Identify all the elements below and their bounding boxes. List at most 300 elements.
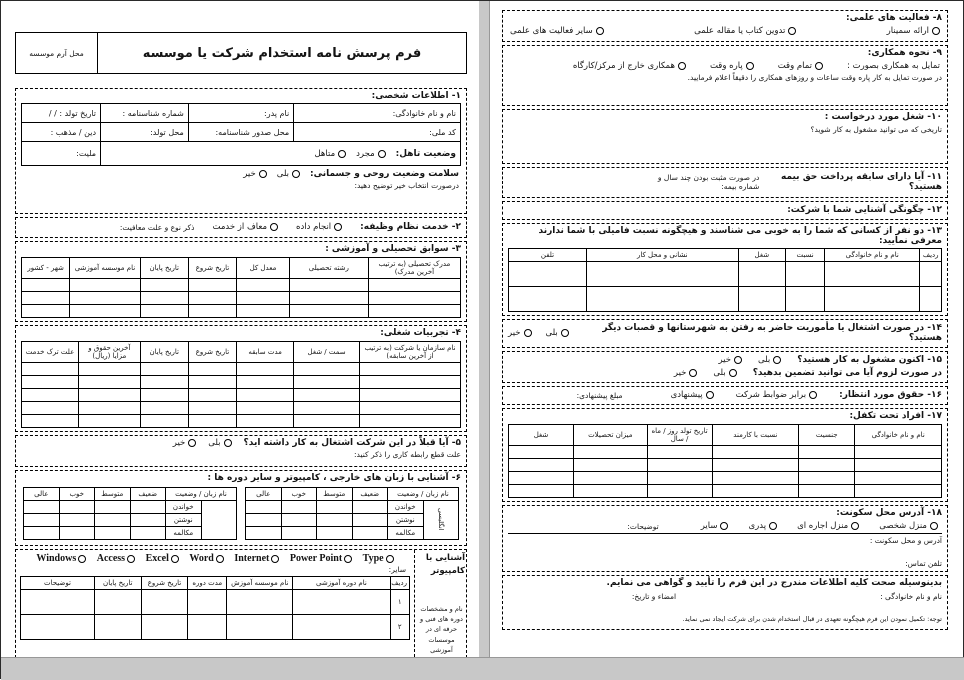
section-title: ۱۲- چگونگی آشنایی شما با شرکت: (787, 205, 942, 215)
residence-notes-label: توضیحات: (627, 521, 659, 531)
option-label: انجام داده (296, 222, 332, 232)
form-header (15, 32, 467, 74)
empty-cell[interactable] (237, 389, 294, 402)
health-no-radio-icon[interactable] (259, 170, 267, 178)
section-title: ۵- آیا قبلاً در این شرکت اشتغال به کار داشته اید؟ (243, 438, 461, 448)
col-header: معدل کل (237, 258, 290, 279)
empty-cell[interactable] (586, 262, 738, 287)
id-issue-place-field[interactable]: محل صدور شناسنامه: (188, 123, 293, 142)
empty-cell[interactable] (509, 459, 574, 472)
empty-cell[interactable] (237, 376, 294, 389)
option-label: Power Point (289, 553, 343, 564)
internet-radio-icon[interactable] (271, 555, 279, 563)
empty-cell[interactable] (130, 527, 166, 540)
empty-cell[interactable] (188, 305, 236, 318)
other-scientific-radio-icon[interactable] (596, 27, 604, 35)
empty-cell[interactable] (22, 363, 79, 376)
option-access (97, 553, 135, 564)
table-row (22, 104, 461, 123)
empty-cell[interactable] (799, 485, 855, 498)
travel-yes-radio-icon[interactable] (561, 329, 569, 337)
guarantee-yes-radio-icon[interactable] (729, 369, 737, 377)
address-label: آدرس و محل سکونت : (508, 533, 942, 545)
option-own-house (879, 521, 938, 531)
section-title: ۱۴- در صورت اشتغال یا مأموریت حاضر به رفتن به شهرستانها و قصبات دیگر هستید؟ (602, 323, 942, 343)
col-header: شغل (738, 249, 786, 262)
own-house-radio-icon[interactable] (930, 522, 938, 530)
form-page-2 (490, 2, 958, 633)
empty-cell[interactable] (140, 402, 188, 415)
empty-cell[interactable] (293, 615, 390, 640)
empty-cell[interactable] (227, 615, 293, 640)
empty-cell[interactable] (79, 363, 140, 376)
table-row (509, 459, 942, 472)
word-radio-icon[interactable] (216, 555, 224, 563)
empty-cell[interactable] (509, 472, 574, 485)
section-insurance (502, 167, 948, 198)
option-no (718, 355, 742, 365)
option-yes (713, 368, 736, 378)
empty-cell[interactable] (352, 527, 388, 540)
empty-cell[interactable] (188, 415, 236, 428)
dependents-table (508, 424, 942, 498)
empty-cell[interactable] (140, 389, 188, 402)
section-company-acquaintance (502, 201, 948, 220)
section-requested-job (502, 109, 948, 164)
travel-no-radio-icon[interactable] (524, 329, 532, 337)
empty-cell[interactable] (24, 527, 60, 540)
proposed-radio-icon[interactable] (706, 391, 714, 399)
option-yes (546, 328, 569, 338)
empty-cell[interactable] (237, 305, 290, 318)
prev-yes-radio-icon[interactable] (224, 439, 232, 447)
section-title: ۸- فعالیت های علمی: (846, 13, 942, 23)
powerpoint-radio-icon[interactable] (344, 555, 352, 563)
marital-status-cell (101, 142, 461, 166)
empty-cell[interactable] (188, 363, 236, 376)
empty-cell[interactable] (24, 501, 60, 514)
access-radio-icon[interactable] (127, 555, 135, 563)
empty-cell[interactable] (509, 485, 574, 498)
option-label: بلی (757, 355, 771, 365)
option-powerpoint (290, 553, 352, 564)
table-row (22, 363, 461, 376)
software-options (20, 551, 410, 565)
empty-cell[interactable] (94, 590, 141, 615)
section-title: ۳- سوابق تحصیلی و آموزشی : (325, 244, 461, 254)
col-header: تلفن (509, 249, 587, 262)
header-row (22, 258, 461, 279)
empty-cell[interactable] (647, 485, 712, 498)
col-header: رشته تحصیلی (289, 258, 368, 279)
birth-date-field[interactable]: تاریخ تولد : / / (22, 104, 101, 123)
empty-cell[interactable] (188, 590, 227, 615)
seminar-radio-icon[interactable] (932, 27, 940, 35)
empty-cell[interactable] (94, 615, 141, 640)
phone-label: تلفن تماس: (905, 559, 942, 568)
computer-label-cell (414, 550, 466, 657)
option-label: همکاری خارج از مرکز/کارگاه (572, 61, 675, 71)
empty-cell[interactable] (368, 292, 460, 305)
empty-cell[interactable] (95, 514, 131, 527)
language-name-cell[interactable] (201, 501, 237, 540)
empty-cell[interactable] (140, 305, 188, 318)
option-no (173, 438, 197, 448)
option-label: تدوین کتاب یا مقاله علمی (694, 26, 786, 36)
option-proposed (671, 390, 714, 400)
book-article-radio-icon[interactable] (788, 27, 796, 35)
option-offsite (573, 61, 686, 71)
section-title: ۱۳- دو نفر از کسانی که شما را به خوبی می شناسند و هیچگونه نسبت فامیلی با شما ندارند (538, 226, 942, 236)
empty-cell[interactable] (509, 446, 574, 459)
page-gutter (479, 1, 490, 680)
option-no (674, 368, 698, 378)
employed-no-radio-icon[interactable] (734, 356, 742, 364)
empty-cell[interactable] (79, 376, 140, 389)
cooperation-label: تمایل به همکاری بصورت : (847, 61, 940, 71)
empty-cell[interactable] (317, 527, 353, 540)
empty-cell[interactable] (188, 615, 227, 640)
empty-cell[interactable] (21, 615, 95, 640)
col-header: نشانی و محل کار (586, 249, 738, 262)
empty-cell[interactable] (22, 415, 79, 428)
col-header: نام زبان / وضعیت (166, 488, 237, 501)
empty-cell[interactable] (281, 501, 317, 514)
col-header: مدت سابقه (237, 342, 294, 363)
empty-cell[interactable] (294, 376, 360, 389)
empty-cell[interactable] (825, 287, 920, 312)
option-parttime (710, 61, 754, 71)
header-row (509, 249, 942, 262)
empty-cell[interactable] (79, 389, 140, 402)
empty-cell[interactable] (237, 402, 294, 415)
empty-cell[interactable] (140, 415, 188, 428)
col-header: نام زبان / وضعیت (388, 488, 459, 501)
empty-cell[interactable] (573, 485, 647, 498)
fulltime-radio-icon[interactable] (815, 62, 823, 70)
health-yes-radio-icon[interactable] (292, 170, 300, 178)
excel-radio-icon[interactable] (171, 555, 179, 563)
option-label: خیر (673, 368, 687, 378)
table-row (509, 446, 942, 459)
empty-cell[interactable] (586, 287, 738, 312)
empty-cell[interactable] (509, 287, 587, 312)
option-label: منزل شخصی (879, 521, 927, 531)
section-title: ۲- خدمت نظام وظیفه: (360, 222, 461, 232)
empty-cell[interactable] (95, 501, 131, 514)
col-header: نام موسسه آموزشی (70, 258, 140, 279)
option-married (315, 149, 347, 159)
empty-cell[interactable] (130, 501, 166, 514)
section-title-line2: معرفی نمایید: (878, 236, 942, 246)
table-row (22, 142, 461, 166)
table-row (509, 472, 942, 485)
empty-cell[interactable] (289, 279, 368, 292)
empty-cell[interactable] (246, 514, 282, 527)
empty-cell[interactable] (825, 262, 920, 287)
empty-cell[interactable] (573, 459, 647, 472)
military-done-radio-icon[interactable] (334, 223, 342, 231)
national-code-field[interactable]: کد ملی: (294, 123, 461, 142)
col-header: شغل (509, 425, 574, 446)
empty-cell[interactable] (573, 472, 647, 485)
empty-cell[interactable] (799, 446, 855, 459)
option-label: ارائه سمینار (886, 26, 929, 36)
col-header: ضعیف (130, 488, 166, 501)
option-label: متاهل (314, 148, 336, 159)
option-windows (36, 553, 86, 564)
empty-cell[interactable] (317, 514, 353, 527)
empty-cell[interactable] (140, 376, 188, 389)
empty-cell[interactable] (59, 514, 95, 527)
section-current-employment (502, 351, 948, 383)
empty-cell[interactable] (246, 501, 282, 514)
table-row (22, 376, 461, 389)
col-header: آخرین حقوق و مزایا (ریال) (79, 342, 140, 363)
col-header: جنسیت (799, 425, 855, 446)
col-header: نسبت (786, 249, 825, 262)
empty-cell[interactable] (317, 501, 353, 514)
empty-cell[interactable] (141, 615, 188, 640)
col-header: تاریخ پایان (140, 258, 188, 279)
col-header: نام و نام خانوادگی (825, 249, 920, 262)
empty-cell[interactable] (141, 590, 188, 615)
father-name-field[interactable]: نام پدر: (188, 104, 293, 123)
empty-cell[interactable] (855, 459, 942, 472)
empty-cell[interactable] (799, 459, 855, 472)
section-declaration (502, 575, 948, 630)
empty-cell[interactable] (368, 305, 460, 318)
empty-cell[interactable] (920, 262, 942, 287)
col-header: مدت دوره (188, 577, 227, 590)
empty-cell[interactable] (360, 415, 461, 428)
empty-cell[interactable] (509, 262, 587, 287)
table-row (22, 415, 461, 428)
empty-cell[interactable] (712, 459, 799, 472)
section-title: ۱۸- آدرس محل سکونت: (836, 508, 942, 518)
empty-cell[interactable] (140, 292, 188, 305)
windows-radio-icon[interactable] (78, 555, 86, 563)
option-label: برابر ضوابط شرکت (735, 390, 807, 400)
empty-cell[interactable] (70, 292, 140, 305)
empty-cell[interactable] (130, 514, 166, 527)
option-fulltime (778, 61, 823, 71)
empty-cell[interactable] (738, 262, 786, 287)
empty-cell[interactable] (22, 279, 70, 292)
empty-cell[interactable] (360, 363, 461, 376)
section-dependents (502, 408, 948, 502)
empty-cell[interactable] (70, 279, 140, 292)
empty-cell[interactable] (237, 415, 294, 428)
single-radio-icon[interactable] (378, 150, 386, 158)
empty-cell[interactable] (855, 485, 942, 498)
section-previous-employment (15, 435, 467, 467)
computer-label: آشنایی با کامپیوتر (425, 553, 465, 576)
option-yes (208, 438, 231, 448)
signer-name-label: نام و نام خانوادگی : (880, 592, 942, 601)
language-table-1 (245, 487, 459, 540)
empty-cell[interactable] (712, 472, 799, 485)
option-label: معاف از خدمت (212, 222, 268, 232)
empty-cell[interactable] (712, 446, 799, 459)
empty-cell[interactable] (855, 446, 942, 459)
empty-cell[interactable] (352, 501, 388, 514)
empty-cell[interactable] (360, 389, 461, 402)
col-header: تاریخ تولد روز / ماه / سال (647, 425, 712, 446)
parttime-radio-icon[interactable] (746, 62, 754, 70)
birth-place-field[interactable]: محل تولد: (101, 123, 189, 142)
empty-cell[interactable] (799, 472, 855, 485)
language-tables (23, 487, 459, 540)
offsite-radio-icon[interactable] (678, 62, 686, 70)
empty-cell[interactable] (647, 459, 712, 472)
option-label: خیر (172, 438, 186, 448)
section-scientific-activities (502, 10, 948, 42)
empty-cell[interactable] (368, 279, 460, 292)
option-excel (146, 553, 179, 564)
empty-cell[interactable] (786, 262, 825, 287)
section-title: ۱۱- آیا دارای سابقه پرداخت حق بیمه هستید؟ (781, 172, 942, 192)
col-header: سمت / شغل (294, 342, 360, 363)
col-header: متوسط (95, 488, 131, 501)
empty-cell[interactable] (360, 376, 461, 389)
empty-cell[interactable] (352, 514, 388, 527)
table-row (246, 501, 459, 514)
section-computer (15, 549, 467, 658)
section-title: ۱۷- افراد تحت تکفل: (849, 411, 942, 421)
empty-cell[interactable] (237, 279, 290, 292)
other-residence-radio-icon[interactable] (720, 522, 728, 530)
language-table-2 (23, 487, 237, 540)
start-date-question: تاریخی که می توانید مشغول به کار شوید؟ (810, 125, 942, 134)
empty-cell[interactable] (188, 402, 236, 415)
header-row (246, 488, 459, 501)
empty-cell[interactable] (22, 402, 79, 415)
option-company-rules (736, 390, 818, 400)
option-type (363, 553, 394, 564)
skill-label: خواندن (388, 501, 424, 514)
military-exempt-radio-icon[interactable] (270, 223, 278, 231)
option-label: Word (189, 553, 214, 564)
table-row (24, 501, 237, 514)
guarantee-no-radio-icon[interactable] (689, 369, 697, 377)
empty-cell[interactable] (70, 305, 140, 318)
name-field[interactable]: نام و نام خانوادگی: (294, 104, 461, 123)
option-label: بلی (276, 169, 289, 179)
type-radio-icon[interactable] (386, 555, 394, 563)
health-note: درصورت انتخاب خیر توضیح دهید: (354, 181, 459, 190)
empty-cell[interactable] (712, 485, 799, 498)
guarantee-question: در صورت لزوم آیا می توانید تضمین بدهید؟ (752, 368, 942, 378)
empty-cell[interactable] (22, 376, 79, 389)
section-travel-willingness (502, 319, 948, 348)
employed-yes-radio-icon[interactable] (773, 356, 781, 364)
section-title: ۱۰- شغل مورد درخواست : (824, 112, 942, 122)
empty-cell[interactable] (140, 363, 188, 376)
empty-cell[interactable] (647, 472, 712, 485)
col-header: میزان تحصیلات (573, 425, 647, 446)
empty-cell[interactable] (293, 590, 390, 615)
empty-cell[interactable] (294, 402, 360, 415)
empty-cell[interactable] (738, 287, 786, 312)
empty-cell[interactable] (855, 472, 942, 485)
empty-cell[interactable] (188, 376, 236, 389)
empty-cell[interactable] (59, 527, 95, 540)
option-label: پاره وقت (709, 61, 743, 71)
empty-cell[interactable] (95, 527, 131, 540)
empty-cell[interactable] (281, 514, 317, 527)
empty-cell[interactable] (294, 415, 360, 428)
empty-cell[interactable] (237, 292, 290, 305)
empty-cell[interactable] (79, 415, 140, 428)
empty-cell[interactable] (360, 402, 461, 415)
row-number: ۲ (390, 615, 409, 640)
empty-cell[interactable] (188, 292, 236, 305)
empty-cell[interactable] (786, 287, 825, 312)
header-row (22, 342, 461, 363)
empty-cell[interactable] (294, 389, 360, 402)
parttime-note: در صورت تمایل به کار پاره وقت ساعات و روزهای همکاری را دقیقاً اعلام فرمایید. (687, 73, 942, 82)
exemption-note: ذکر نوع و علت معافیت: (119, 222, 195, 232)
empty-cell[interactable] (281, 527, 317, 540)
empty-cell[interactable] (59, 501, 95, 514)
nationality-field[interactable]: ملیت: (22, 142, 101, 166)
option-label: بلی (208, 438, 221, 448)
section-work-experience (15, 325, 467, 432)
header-row (24, 488, 237, 501)
option-label: پیشنهادی (670, 390, 703, 400)
table-row (22, 402, 461, 415)
empty-cell[interactable] (22, 389, 79, 402)
empty-cell[interactable] (188, 279, 236, 292)
empty-cell[interactable] (294, 363, 360, 376)
table-row (22, 279, 461, 292)
married-radio-icon[interactable] (338, 150, 346, 158)
rented-house-radio-icon[interactable] (851, 522, 859, 530)
option-book-article (694, 26, 796, 36)
id-number-field[interactable]: شماره شناسنامه : (101, 104, 189, 123)
empty-cell[interactable] (237, 363, 294, 376)
prev-no-radio-icon[interactable] (188, 439, 196, 447)
empty-cell[interactable] (289, 305, 368, 318)
language-name-cell[interactable] (423, 501, 459, 540)
empty-cell[interactable] (24, 514, 60, 527)
empty-cell[interactable] (21, 590, 95, 615)
declaration-note: توجه: تکمیل نمودن این فرم هیچگونه تعهدی در قبال استخدام شدن برای شرکت ایجاد نمی نماید. (682, 615, 942, 623)
empty-cell[interactable] (79, 402, 140, 415)
section-residence (502, 505, 948, 572)
personal-info-table (21, 103, 461, 166)
empty-cell[interactable] (647, 446, 712, 459)
empty-cell[interactable] (22, 292, 70, 305)
empty-cell[interactable] (246, 527, 282, 540)
parents-house-radio-icon[interactable] (769, 522, 777, 530)
empty-cell[interactable] (188, 389, 236, 402)
empty-cell[interactable] (22, 305, 70, 318)
empty-cell[interactable] (289, 292, 368, 305)
empty-cell[interactable] (140, 279, 188, 292)
company-rules-radio-icon[interactable] (809, 391, 817, 399)
option-label: پدری (748, 521, 767, 531)
computer-content (16, 550, 414, 657)
empty-cell[interactable] (920, 287, 942, 312)
empty-cell[interactable] (573, 446, 647, 459)
empty-cell[interactable] (227, 590, 293, 615)
health-label: سلامت وضعیت روحی و جسمانی: (310, 169, 459, 179)
option-label: بلی (545, 328, 558, 338)
declaration-statement: بدینوسیله صحت کلیه اطلاعات مندرج در این فرم را تأیید و گواهی می نمایم. (606, 578, 942, 588)
religion-field[interactable]: دین / مذهب : (22, 123, 101, 142)
